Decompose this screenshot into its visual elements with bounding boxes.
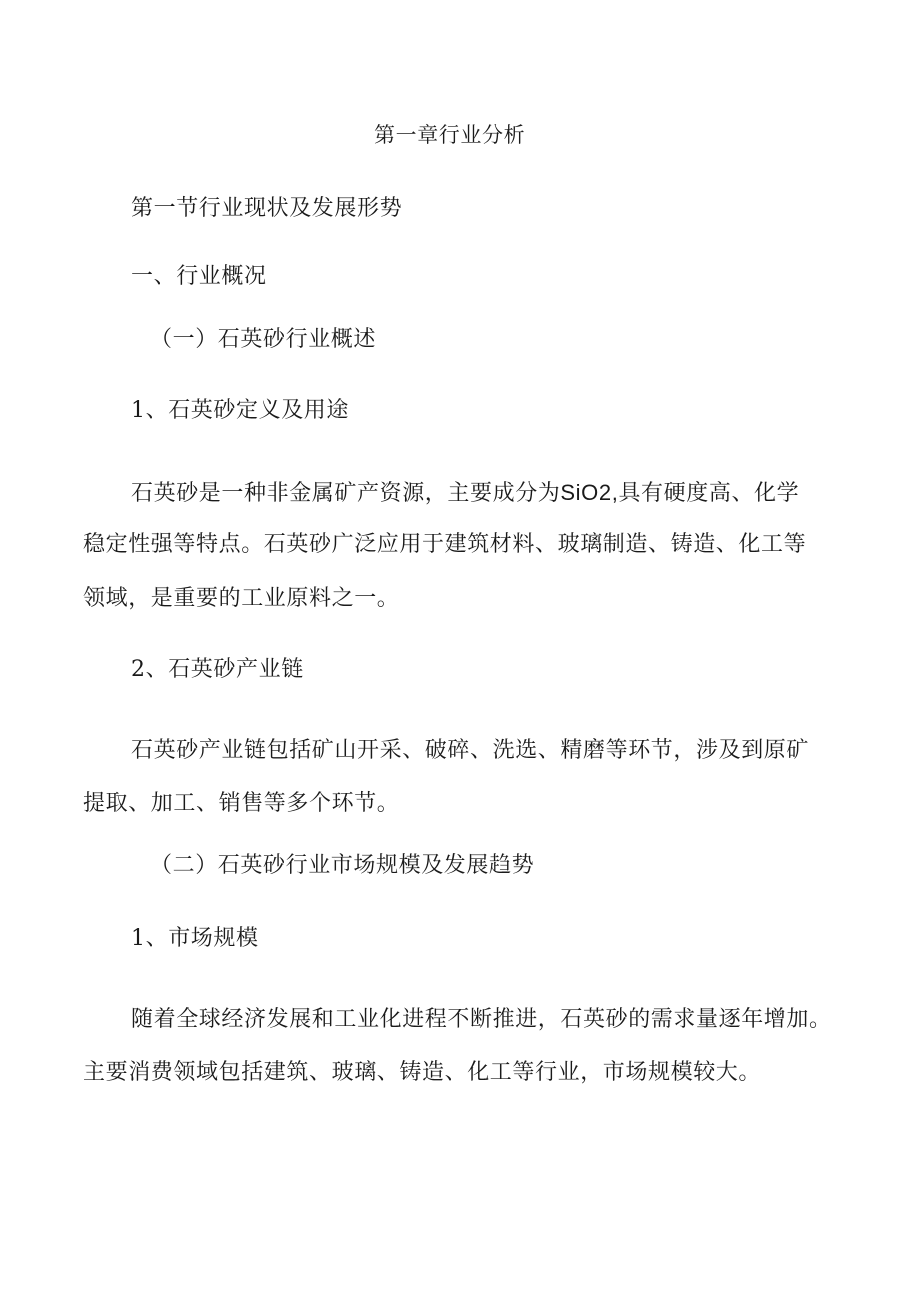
paragraph-2-line-1: 石英砂产业链包括矿山开采、破碎、洗选、精磨等环节，涉及到原矿: [131, 738, 810, 763]
item-market-size: 1、市场规模: [131, 926, 259, 951]
item-industry-chain: 2、石英砂产业链: [131, 657, 304, 682]
paragraph-1-line-1-suffix: 具有硬度高、化学: [618, 481, 800, 506]
item-definition-and-uses: 1、石英砂定义及用途: [131, 398, 349, 423]
paragraph-3-line-2: 主要消费领域包括建筑、玻璃、铸造、化工等行业，市场规模较大。: [83, 1060, 762, 1085]
subheading-market-size-and-trends: （二）石英砂行业市场规模及发展趋势: [150, 853, 535, 878]
chemical-formula: SiO2,: [560, 480, 619, 505]
paragraph-1-line-2: 稳定性强等特点。石英砂广泛应用于建筑材料、玻璃制造、铸造、化工等: [83, 532, 807, 557]
section-title: 第一节行业现状及发展形势: [131, 196, 403, 221]
paragraph-1-line-1: [131, 478, 799, 509]
paragraph-3-line-1: 随着全球经济发展和工业化进程不断推进，石英砂的需求量逐年增加。: [131, 1007, 832, 1032]
chapter-title: 第一章行业分析: [374, 123, 526, 147]
heading-industry-overview: 一、行业概况: [131, 264, 267, 289]
subheading-quartz-sand-overview: （一）石英砂行业概述: [150, 327, 377, 352]
paragraph-1-line-1-prefix: 石英砂是一种非金属矿产资源，主要成分为: [131, 481, 561, 506]
paragraph-1-line-3: 领域，是重要的工业原料之一。: [83, 586, 400, 611]
paragraph-2-line-2: 提取、加工、销售等多个环节。: [83, 791, 400, 816]
